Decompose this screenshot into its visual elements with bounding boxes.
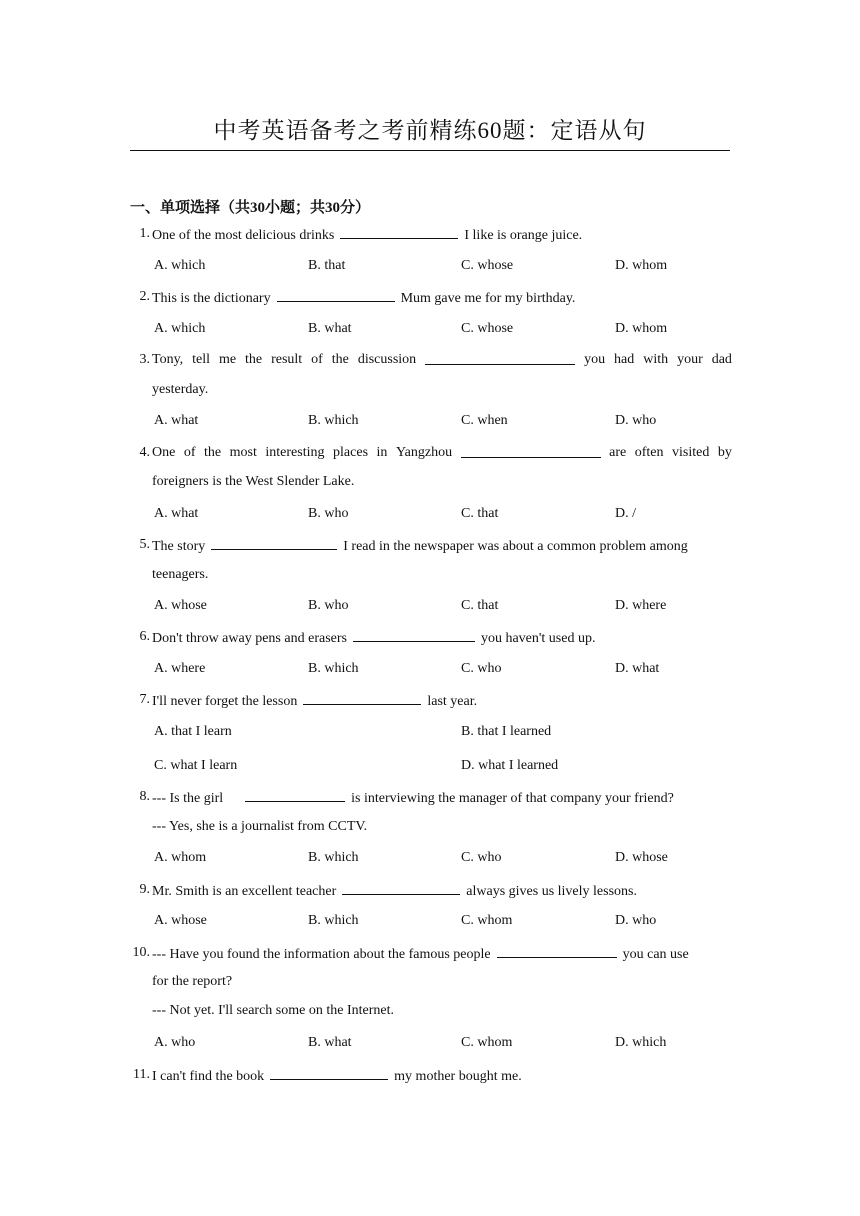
option-c[interactable]: C. that [461,598,499,613]
question-number: 8. [139,789,150,804]
question-word: me [218,352,237,367]
option-d[interactable]: D. which [615,1035,667,1050]
option-d[interactable]: D. / [615,506,636,521]
question-text: --- Have you found the information about the famous people [152,947,491,962]
question-number: 2. [139,289,150,304]
option-d[interactable]: D. who [615,413,657,428]
answer-blank[interactable] [353,627,475,642]
option-b[interactable]: B. that I learned [461,724,552,739]
question-word: result [271,352,303,367]
question-number: 11. [133,1067,150,1082]
section-heading: 一、单项选择（共30小题；共30分） [130,200,371,216]
question-text: The story [152,539,206,554]
question-number: 4. [139,445,150,460]
option-b[interactable]: B. which [308,413,359,428]
question-number: 3. [139,352,150,367]
question-continuation: for the report? [152,974,233,989]
question-word: you [584,352,606,367]
question-word: the [331,352,349,367]
question-text: Don't throw away pens and erasers [152,631,347,646]
option-a[interactable]: A. what [154,506,199,521]
question-word: tell [192,352,211,367]
question-text: I like is orange juice. [464,228,583,243]
question-text: always gives us lively lessons. [466,884,637,899]
question-word: One [152,445,176,460]
option-a[interactable]: A. which [154,258,206,273]
question-continuation: teenagers. [152,567,209,582]
question-word: of [183,445,196,460]
option-c[interactable]: C. whose [461,321,514,336]
question-word: the [245,352,263,367]
option-b[interactable]: B. which [308,913,359,928]
option-d[interactable]: D. what [615,661,660,676]
title-underline [130,150,730,151]
question-number: 7. [139,692,150,707]
question-word: visited [672,445,710,460]
option-d[interactable]: D. whom [615,321,668,336]
answer-blank[interactable] [461,443,601,458]
option-d[interactable]: D. whom [615,258,668,273]
option-c[interactable]: C. what I learn [154,758,238,773]
question-word: Tony, [152,352,184,367]
option-b[interactable]: B. who [308,506,349,521]
question-text: This is the dictionary [152,291,271,306]
answer-blank[interactable] [270,1065,388,1080]
question-word: are [609,445,627,460]
question-number: 9. [139,882,150,897]
question-text: is interviewing the manager of that company your friend? [351,791,674,806]
question-text: I read in the newspaper was about a common problem among [343,539,688,554]
question-text: Mum gave me for my birthday. [400,291,576,306]
option-a[interactable]: A. what [154,413,199,428]
question-number: 5. [139,537,150,552]
question-text: you haven't used up. [480,631,596,646]
option-b[interactable]: B. which [308,850,359,865]
option-a[interactable]: A. whose [154,913,207,928]
option-a[interactable]: A. who [154,1035,196,1050]
option-c[interactable]: C. whom [461,913,513,928]
question-word: often [634,445,664,460]
question-word: interesting [265,445,325,460]
option-c[interactable]: C. who [461,850,502,865]
option-d[interactable]: D. whose [615,850,668,865]
answer-blank[interactable] [277,287,395,302]
option-b[interactable]: B. who [308,598,349,613]
answer-blank[interactable] [245,787,345,802]
option-c[interactable]: C. that [461,506,499,521]
question-text: last year. [427,694,478,709]
option-c[interactable]: C. who [461,661,502,676]
option-d[interactable]: D. who [615,913,657,928]
answer-blank[interactable] [211,535,337,550]
question-continuation: --- Not yet. I'll search some on the Internet. [152,1003,394,1018]
question-continuation: --- Yes, she is a journalist from CCTV. [152,819,368,834]
option-b[interactable]: B. which [308,661,359,676]
question-word: with [643,352,669,367]
option-a[interactable]: A. which [154,321,206,336]
option-a[interactable]: A. whom [154,850,207,865]
option-b[interactable]: B. that [308,258,346,273]
question-word: of [311,352,323,367]
option-b[interactable]: B. what [308,321,352,336]
question-number: 10. [132,945,150,960]
question-word: places [333,445,369,460]
question-continuation: yesterday. [152,382,209,397]
question-word: most [229,445,257,460]
question-word: the [204,445,222,460]
answer-blank[interactable] [303,690,421,705]
question-text: my mother bought me. [394,1069,522,1084]
question-text: Mr. Smith is an excellent teacher [152,884,337,899]
answer-blank[interactable] [425,350,575,365]
option-c[interactable]: C. whose [461,258,514,273]
option-d[interactable]: D. what I learned [461,758,559,773]
question-word: Yangzhou [395,445,453,460]
question-text: I can't find the book [152,1069,265,1084]
question-word: discussion [357,352,417,367]
option-a[interactable]: A. where [154,661,206,676]
option-c[interactable]: C. whom [461,1035,513,1050]
option-c[interactable]: C. when [461,413,508,428]
answer-blank[interactable] [497,943,617,958]
option-a[interactable]: A. whose [154,598,207,613]
question-word: by [717,445,732,460]
question-number: 1. [139,226,150,241]
option-a[interactable]: A. that I learn [154,724,232,739]
question-word: in [376,445,388,460]
question-word: dad [711,352,732,367]
option-b[interactable]: B. what [308,1035,352,1050]
question-text: One of the most delicious drinks [152,228,335,243]
option-d[interactable]: D. where [615,598,667,613]
answer-blank[interactable] [342,880,460,895]
question-text: --- Is the girl [152,791,224,806]
question-word: had [614,352,635,367]
question-number: 6. [139,629,150,644]
question-text: you can use [622,947,689,962]
question-continuation: foreigners is the West Slender Lake. [152,474,355,489]
answer-blank[interactable] [340,224,458,239]
question-text: I'll never forget the lesson [152,694,298,709]
question-word: your [677,352,703,367]
document-title: 中考英语备考之考前精练60题：定语从句 [213,118,647,143]
